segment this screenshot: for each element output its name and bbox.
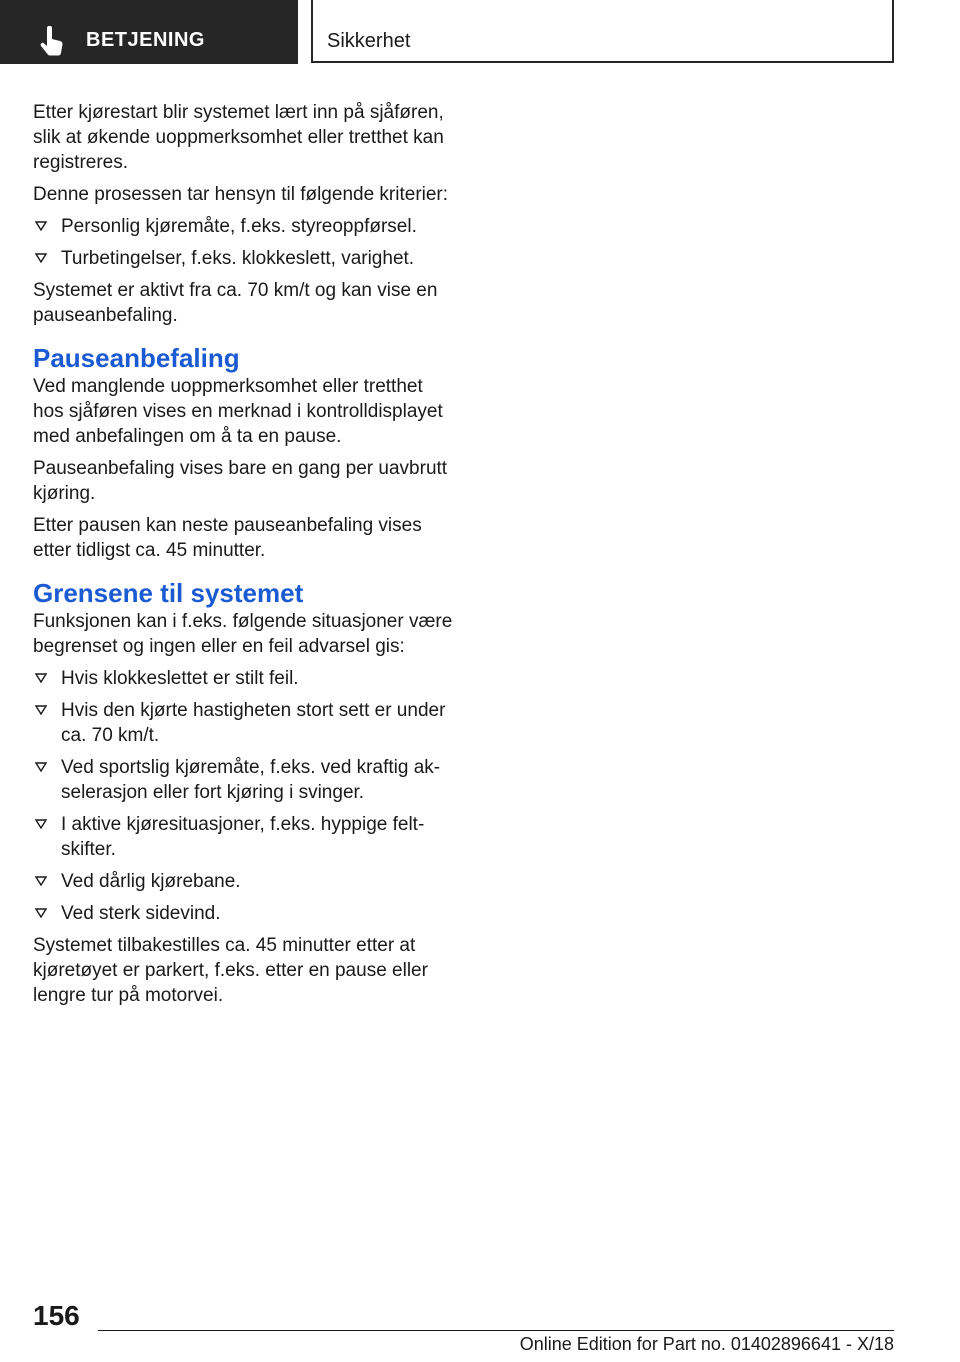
limits-list	[33, 666, 453, 926]
list-item: Hvis klokkeslettet er stilt feil.	[33, 666, 453, 691]
paragraph: Systemet er aktivt fra ca. 70 km/t og kan vise en pauseanbefaling.	[33, 280, 438, 326]
paragraph: Funksjonen kan i f.eks. følgende situasjoner være begrenset og ingen eller en feil advarsel gis:	[33, 611, 453, 657]
page-content	[33, 100, 453, 1015]
triangle-bullet-icon	[35, 876, 47, 886]
list-item: Personlig kjøremåte, f.eks. styreoppførsel.	[33, 214, 453, 239]
paragraph: Ved manglende uoppmerksomhet eller tretthet hos sjåføren vises en merknad i kontrolldisplayet med anbefalingen om å ta en pause.	[33, 376, 443, 447]
paragraph: Systemet tilbakestilles ca. 45 minutter etter at kjøretøyet er parkert, f.eks. etter en pause eller lengre tur på motorvei.	[33, 935, 428, 1006]
triangle-bullet-icon	[35, 673, 47, 683]
paragraph: Etter pausen kan neste pauseanbefaling vises etter tidligst ca. 45 minutter.	[33, 515, 422, 561]
chapter-tab	[0, 0, 298, 64]
paragraph: Pauseanbefaling vises bare en gang per uavbrutt kjøring.	[33, 458, 448, 504]
list-item: Turbetingelser, f.eks. klokkeslett, varighet.	[33, 246, 453, 271]
list-item: I aktive kjøresituasjoner, f.eks. hyppige feltskifter.	[33, 812, 453, 862]
section-title: Sikkerhet	[327, 30, 411, 52]
list-item: Ved sportslig kjøremåte, f.eks. ved kraftig akselerasjon eller fort kjøring i svinger.	[33, 755, 453, 805]
triangle-bullet-icon	[35, 762, 47, 772]
criteria-list	[33, 214, 453, 271]
triangle-bullet-icon	[35, 705, 47, 715]
heading-pauseanbefaling: Pauseanbefaling	[33, 343, 240, 373]
list-item: Ved sterk sidevind.	[33, 901, 453, 926]
triangle-bullet-icon	[35, 908, 47, 918]
triangle-bullet-icon	[35, 253, 47, 263]
heading-grensene: Grensene til systemet	[33, 578, 304, 608]
paragraph: Denne prosessen tar hensyn til følgende kriterier:	[33, 184, 449, 205]
footer-rule	[98, 1330, 894, 1331]
edition-note: Online Edition for Part no. 01402896641 - X/18	[519, 1334, 894, 1354]
triangle-bullet-icon	[35, 221, 47, 231]
triangle-bullet-icon	[35, 819, 47, 829]
section-header	[311, 0, 894, 63]
paragraph: Etter kjørestart blir systemet lært inn på sjåføren, slik at økende uoppmerksomhet eller tretthet kan registreres.	[33, 102, 444, 173]
hand-pointer-icon	[38, 26, 66, 56]
page-number: 156	[33, 1300, 80, 1331]
list-item: Hvis den kjørte hastigheten stort sett er under ca. 70 km/t.	[33, 698, 453, 748]
list-item: Ved dårlig kjørebane.	[33, 869, 453, 894]
chapter-label: BETJENING	[86, 29, 205, 51]
